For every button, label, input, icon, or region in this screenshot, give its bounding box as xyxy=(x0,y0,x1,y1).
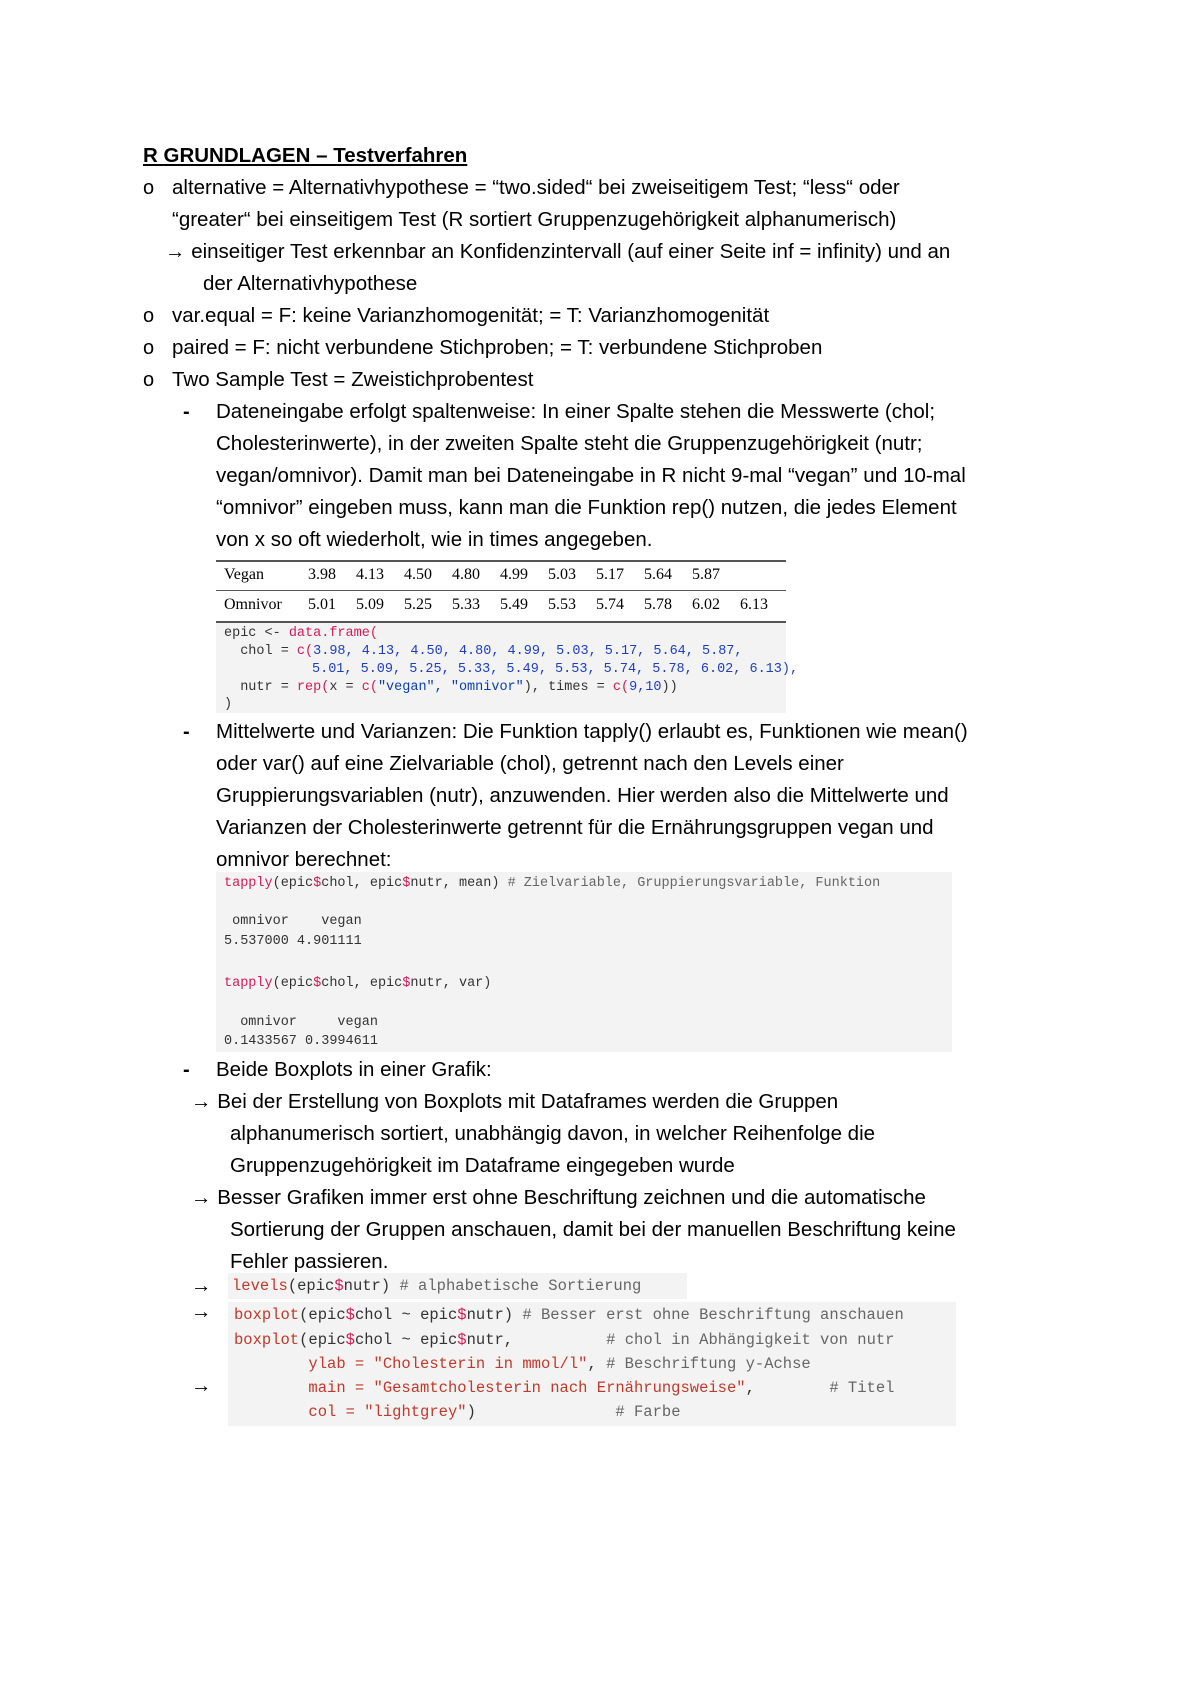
paired-line: paired = F: nicht verbundene Stichproben; = T: verbundene Stichproben xyxy=(172,336,823,359)
sub3-arrow1-line-3: Gruppenzugehörigkeit im Dataframe eingegeben wurde xyxy=(230,1154,735,1177)
sub3-arrow1-line-1: → Bei der Erstellung von Boxplots mit Dataframes werden die Gruppen xyxy=(191,1090,839,1113)
sub2-line-2: oder var() auf eine Zielvariable (chol), getrennt nach den Levels einer xyxy=(216,752,844,775)
code-line: boxplot(epic$chol ~ epic$nutr, # chol in Abhängigkeit von nutr xyxy=(234,1331,895,1349)
sub3-arrow2-line-1: → Besser Grafiken immer erst ohne Beschriftung zeichnen und die automatische xyxy=(191,1186,926,1209)
sub2-line-3: Gruppierungsvariablen (nutr), anzuwenden. Hier werden also die Mittelwerte und xyxy=(216,784,949,807)
sub2-line-5: omnivor berechnet: xyxy=(216,848,392,871)
arrow-glyph: → xyxy=(191,1274,212,1297)
arrow-glyph: → xyxy=(191,1374,212,1397)
dash-marker: - xyxy=(183,1059,190,1081)
code-block-data-frame xyxy=(216,623,799,713)
code-line: ) xyxy=(224,697,233,712)
var-equal-line: var.equal = F: keine Varianzhomogenität; = T: Varianzhomogenität xyxy=(172,304,770,327)
table-cell: 6.13 xyxy=(740,596,768,613)
page-title: R GRUNDLAGEN – Testverfahren xyxy=(143,144,468,167)
sub1-line-2: Cholesterinwerte), in der zweiten Spalte steht die Gruppenzugehörigkeit (nutr; xyxy=(216,432,923,455)
code-output: 0.1433567 0.3994611 xyxy=(224,1034,378,1049)
arrow-glyph: → xyxy=(191,1300,212,1323)
table-cell: 5.25 xyxy=(404,596,432,613)
table-cell: 5.17 xyxy=(596,566,624,583)
sub2-line-1: Mittelwerte und Varianzen: Die Funktion tapply() erlaubt es, Funktionen wie mean() xyxy=(216,720,968,743)
code-output: omnivor vegan xyxy=(224,1015,378,1030)
table-cell: 5.49 xyxy=(500,596,528,613)
sub3-arrow2-line-3: Fehler passieren. xyxy=(230,1250,389,1273)
sub1-line-1: Dateneingabe erfolgt spaltenweise: In einer Spalte stehen die Messwerte (chol; xyxy=(216,400,936,423)
bullet-marker: o xyxy=(143,177,155,199)
alternative-line-1: alternative = Alternativhypothese = “two.sided“ bei zweiseitigem Test; “less“ oder xyxy=(172,176,900,199)
table-cell: 5.74 xyxy=(596,596,624,613)
arrow-note-line-2: der Alternativhypothese xyxy=(203,272,418,295)
code-line: ylab = "Cholesterin in mmol/l", # Beschriftung y-Achse xyxy=(234,1355,811,1373)
sub2-line-4: Varianzen der Cholesterinwerte getrennt für die Ernährungsgruppen vegan und xyxy=(216,816,934,839)
table-cell: 4.13 xyxy=(356,566,384,583)
two-sample-line: Two Sample Test = Zweistichprobentest xyxy=(172,368,534,391)
code-line: epic <- data.frame( xyxy=(224,626,378,641)
code-line: col = "lightgrey") # Farbe xyxy=(234,1403,681,1421)
code-line: tapply(epic$chol, epic$nutr, var) xyxy=(224,976,492,991)
sub1-line-5: von x so oft wiederholt, wie in times angegeben. xyxy=(216,528,653,551)
table-cell: 5.87 xyxy=(692,566,720,583)
sub1-line-4: “omnivor” eingeben muss, kann man die Funktion rep() nutzen, die jedes Element xyxy=(216,496,957,519)
table-cell: 4.50 xyxy=(404,566,432,583)
table-cell: 4.99 xyxy=(500,566,528,583)
table-cell: 5.53 xyxy=(548,596,576,613)
table-cell: 5.64 xyxy=(644,566,672,583)
table-row xyxy=(216,560,786,590)
bullet-marker: o xyxy=(143,305,155,327)
table-cell: 5.03 xyxy=(548,566,576,583)
bullet-marker: o xyxy=(143,337,155,359)
alternative-line-2: “greater“ bei einseitigem Test (R sortiert Gruppenzugehörigkeit alphanumerisch) xyxy=(172,208,897,231)
code-output: omnivor vegan xyxy=(224,914,362,929)
code-line: main = "Gesamtcholesterin nach Ernährungsweise", # Titel xyxy=(234,1379,895,1397)
dash-marker: - xyxy=(183,721,190,743)
table-cell: 4.80 xyxy=(452,566,480,583)
code-line: nutr = rep(x = c("vegan", "omnivor"), times = c(9,10)) xyxy=(224,680,678,695)
table-cell: 5.09 xyxy=(356,596,384,613)
sub3-arrow1-line-2: alphanumerisch sortiert, unabhängig davon, in welcher Reihenfolge die xyxy=(230,1122,876,1145)
sub1-line-3: vegan/omnivor). Damit man bei Dateneingabe in R nicht 9-mal “vegan” und 10-mal xyxy=(216,464,966,487)
code-block-levels xyxy=(228,1273,687,1299)
table-cell: 3.98 xyxy=(308,566,336,583)
table-cell: 5.33 xyxy=(452,596,480,613)
table-cell: 5.78 xyxy=(644,596,672,613)
sub3-arrow2-line-2: Sortierung der Gruppen anschauen, damit bei der manuellen Beschriftung keine xyxy=(230,1218,956,1241)
row-label: Omnivor xyxy=(224,596,282,613)
code-line: chol = c(3.98, 4.13, 4.50, 4.80, 4.99, 5.03, 5.17, 5.64, 5.87, xyxy=(224,644,743,659)
code-line: tapply(epic$chol, epic$nutr, mean) # Zielvariable, Gruppierungsvariable, Funktion xyxy=(224,876,881,891)
code-line: 5.01, 5.09, 5.25, 5.33, 5.49, 5.53, 5.74, 5.78, 6.02, 6.13), xyxy=(312,662,799,677)
bullet-marker: o xyxy=(143,369,155,391)
table-cell: 5.01 xyxy=(308,596,336,613)
code-block-boxplot xyxy=(228,1302,956,1426)
code-block-tapply xyxy=(216,872,952,1052)
code-line: boxplot(epic$chol ~ epic$nutr) # Besser erst ohne Beschriftung anschauen xyxy=(234,1306,904,1324)
table-row xyxy=(216,590,786,620)
code-line: levels(epic$nutr) # alphabetische Sortierung xyxy=(232,1277,642,1295)
code-output: 5.537000 4.901111 xyxy=(224,934,362,949)
arrow-note-line-1: → einseitiger Test erkennbar an Konfidenzintervall (auf einer Seite inf = infinity) und an xyxy=(165,240,951,263)
row-label: Vegan xyxy=(224,566,264,583)
table-cell: 6.02 xyxy=(692,596,720,613)
sub3-heading: Beide Boxplots in einer Grafik: xyxy=(216,1058,492,1081)
dash-marker: - xyxy=(183,401,190,423)
